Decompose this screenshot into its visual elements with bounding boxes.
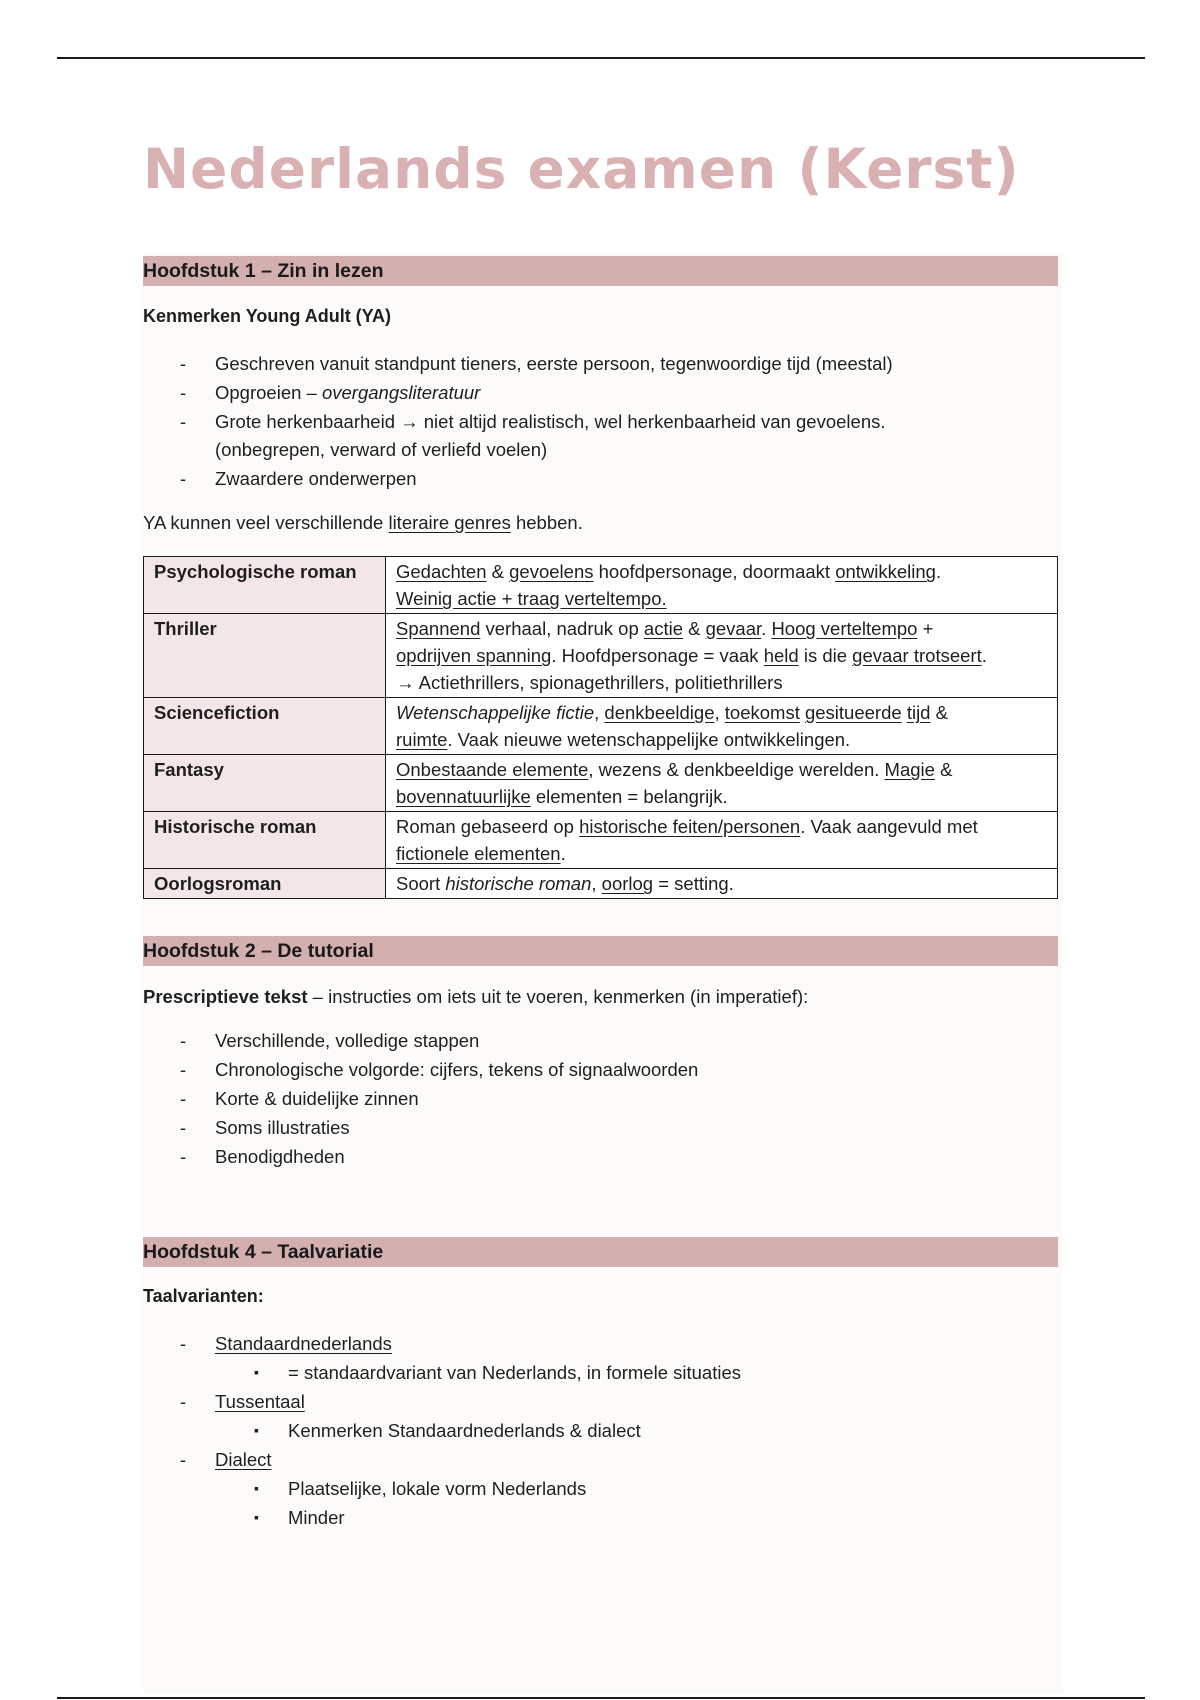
genre-description-cell [386,557,1058,614]
genre-name-cell: Psychologische roman [144,557,386,614]
header-rule [57,57,1145,59]
variant-detail-item [143,1474,741,1503]
bullet-dash-icon: - [180,1117,187,1138]
description-run: Wetenschappelijke fictie [396,702,595,723]
bullet-dash-icon: - [180,1059,187,1080]
table-row [144,614,1058,698]
chapter-4-heading: Hoofdstuk 4 – Taalvariatie [143,1237,1058,1267]
genre-name-cell: Historische roman [144,812,386,869]
bullet-dash-icon: - [180,382,187,403]
list-item-text: Soms illustraties [215,1117,350,1138]
description-run: , [594,702,605,723]
description-run: gevoelens [509,561,594,582]
description-run: gesitueerde [804,702,902,723]
intro-run: YA kunnen veel verschillende [143,512,389,533]
list-item [143,407,893,464]
description-run: & [934,759,953,780]
description-run: . [761,618,772,639]
bullet-dash-icon: - [180,1391,187,1412]
variant-detail-text: Minder [288,1507,345,1528]
description-run: gevaar trotseert [852,645,982,666]
list-item [143,349,893,378]
list-item-text: Benodigdheden [215,1146,345,1167]
description-run: . Hoofdpersonage = vaak [551,645,764,666]
description-run: ruimte [396,729,448,750]
bullet-square-icon: ▪ [254,1422,259,1438]
list-item [143,1026,698,1055]
description-run: elementen = belangrijk. [530,786,728,807]
genre-name-cell: Sciencefiction [144,698,386,755]
description-run: . [981,645,987,666]
prescriptive-text-intro [143,986,808,1008]
description-line [396,726,1047,753]
list-item-text: Chronologische volgorde: cijfers, tekens of signaalwoorden [215,1059,699,1080]
description-line [396,558,1047,585]
description-line [396,813,1047,840]
genre-description-cell [386,812,1058,869]
description-line [396,840,1047,867]
bullet-run: Geschreven vanuit standpunt tieners, eerste persoon, tegenwoordige tijd (meestal) [215,353,893,374]
variant-detail-text: Plaatselijke, lokale vorm Nederlands [288,1478,587,1499]
description-line [396,783,1047,810]
genre-table [143,556,1058,899]
description-run: tijd [906,702,931,723]
description-run: toekomst [724,702,800,723]
description-run: Weinig actie + traag verteltempo. [396,588,667,609]
description-run: , [714,702,725,723]
description-run: fictionele elementen [396,843,561,864]
list-item [143,1142,698,1171]
description-run: = setting. [653,873,734,894]
description-line [396,585,1047,612]
prescriptive-text-definition: – instructies om iets uit te voeren, kenmerken (in imperatief): [307,986,809,1007]
list-item [143,1055,698,1084]
description-run: hoofdpersonage, doormaakt [593,561,836,582]
description-run: is die [798,645,853,666]
description-line [396,669,1047,696]
variant-detail-item [143,1503,741,1532]
genres-intro-text [143,512,583,534]
variant-detail-item [143,1358,741,1387]
variant-detail-text: Kenmerken Standaardnederlands & dialect [288,1420,641,1441]
description-run: held [763,645,799,666]
description-line [396,642,1047,669]
chapter-1-heading: Hoofdstuk 1 – Zin in lezen [143,256,1058,286]
list-item-text: Verschillende, volledige stappen [215,1030,480,1051]
variant-name: Standaardnederlands [215,1333,392,1354]
bullet-run: overgangsliteratuur [321,382,481,403]
genre-description-cell [386,755,1058,812]
description-run: historische feiten/personen [579,816,801,837]
bullet-dash-icon: - [180,1088,187,1109]
description-run: Soort [396,873,446,894]
language-variants-heading: Taalvarianten: [143,1286,264,1306]
variant-name: Dialect [215,1449,272,1470]
bullet-square-icon: ▪ [254,1509,259,1525]
description-run: Magie [884,759,935,780]
description-line [396,870,1047,897]
bullet-run: Zwaardere onderwerpen [215,468,417,489]
description-line [396,699,1047,726]
list-item [143,378,893,407]
chapter-2-heading: Hoofdstuk 2 – De tutorial [143,936,1058,966]
bullet-run: Grote herkenbaarheid → niet altijd realistisch, wel herkenbaarheid van gevoelens. [215,411,886,432]
variant-item [143,1445,741,1474]
bullet-square-icon: ▪ [254,1364,259,1380]
table-row [144,869,1058,899]
description-line [396,756,1047,783]
table-row [144,755,1058,812]
list-item-text: Korte & duidelijke zinnen [215,1088,419,1109]
description-run: gevaar [705,618,762,639]
table-row [144,557,1058,614]
variant-item [143,1387,741,1416]
footer-rule [57,1697,1145,1699]
description-run: Hoog verteltempo [771,618,918,639]
intro-run: literaire genres [388,512,511,533]
bullet-run: Opgroeien – [215,382,322,403]
bullet-dash-icon: - [180,353,187,374]
variant-name: Tussentaal [215,1391,305,1412]
description-run: . Vaak aangevuld met [800,816,978,837]
description-run: verhaal, nadruk op [480,618,644,639]
list-item [143,1113,698,1142]
description-run: & [682,618,706,639]
variant-item [143,1329,741,1358]
table-row [144,698,1058,755]
description-run: oorlog [601,873,654,894]
description-run: & [486,561,510,582]
description-run: ontwikkeling [835,561,936,582]
description-run: → Actiethrillers, spionagethrillers, politiethrillers [396,672,783,693]
bullet-dash-icon: - [180,1333,187,1354]
list-item [143,1084,698,1113]
genre-name-cell: Fantasy [144,755,386,812]
bullet-dash-icon: - [180,1030,187,1051]
bullet-continuation: (onbegrepen, verward of verliefd voelen) [215,439,548,460]
bullet-dash-icon: - [180,1146,187,1167]
description-run: Gedachten [396,561,487,582]
ya-characteristics-heading: Kenmerken Young Adult (YA) [143,306,392,326]
description-run: bovennatuurlijke [396,786,531,807]
prescriptive-text-term: Prescriptieve tekst [143,986,308,1007]
ya-characteristics-list [143,349,893,493]
bullet-dash-icon: - [180,468,187,489]
description-run: & [930,702,948,723]
description-run: . [935,561,942,582]
description-run: historische roman [445,873,592,894]
description-run: , wezens & denkbeeldige werelden. [588,759,885,780]
language-variants-list [143,1329,741,1532]
variant-detail-item [143,1416,741,1445]
description-line [396,615,1047,642]
bullet-square-icon: ▪ [254,1480,259,1496]
bullet-dash-icon: - [180,411,187,432]
description-run: , [591,873,602,894]
genre-description-cell [386,869,1058,899]
bullet-dash-icon: - [180,1449,187,1470]
table-row [144,812,1058,869]
description-run: + [917,618,934,639]
document-title: Nederlands examen (Kerst) [143,137,1020,201]
description-run: denkbeeldige [604,702,715,723]
tutorial-characteristics-list [143,1026,698,1171]
genre-description-cell [386,614,1058,698]
description-run: . [560,843,566,864]
list-item [143,464,893,493]
intro-run: hebben. [510,512,583,533]
description-run: . Vaak nieuwe wetenschappelijke ontwikkelingen. [447,729,851,750]
description-run: actie [643,618,683,639]
genre-description-cell [386,698,1058,755]
description-run: opdrijven spanning [396,645,552,666]
description-run: Roman gebaseerd op [396,816,580,837]
variant-detail-text: = standaardvariant van Nederlands, in formele situaties [288,1362,741,1383]
genre-name-cell: Oorlogsroman [144,869,386,899]
genre-name-cell: Thriller [144,614,386,698]
description-run: Onbestaande elemente [396,759,589,780]
description-run: Spannend [396,618,481,639]
